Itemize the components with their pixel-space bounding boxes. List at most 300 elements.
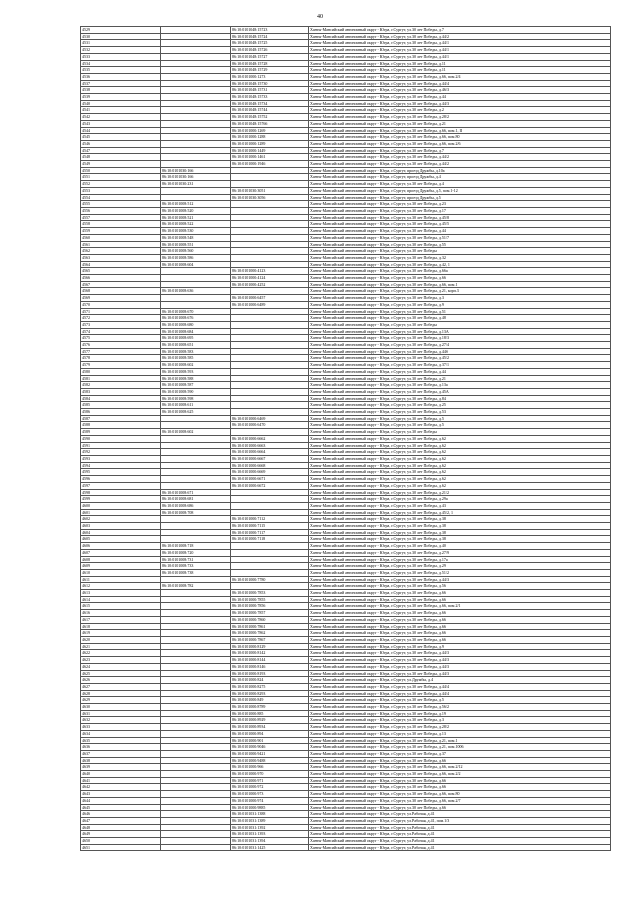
land-cadastral-number (161, 449, 231, 456)
table-row (81, 616, 611, 623)
building-cadastral-number: 86:10:0101030:3056 (231, 194, 309, 201)
building-cadastral-number: 86:10:0101048:15766 (231, 120, 309, 127)
row-number: 4639 (81, 764, 161, 771)
land-cadastral-number (161, 40, 231, 47)
address: Ханты-Мансийский автономный округ - Югра, г.Сургут, ул.30 лет Победы, д.51/2 (309, 569, 611, 576)
row-number: 4580 (81, 368, 161, 375)
table-row (81, 663, 611, 670)
building-cadastral-number (231, 563, 309, 570)
building-cadastral-number (231, 214, 309, 221)
table-row (81, 771, 611, 778)
table-row (81, 107, 611, 114)
row-number: 4561 (81, 241, 161, 248)
address: Ханты-Мансийский автономный округ - Югра, г.Сургут, ул.30 лет Победы, д.44/2 (309, 33, 611, 40)
building-cadastral-number (231, 375, 309, 382)
land-cadastral-number: 86:10:0101008:686 (161, 502, 231, 509)
table-row (81, 207, 611, 214)
row-number: 4634 (81, 730, 161, 737)
address: Ханты-Мансийский автономный округ - Югра, г.Сургут, ул.30 лет Победы, д.51/7 (309, 234, 611, 241)
table-row (81, 449, 611, 456)
land-cadastral-number: 86:10:0101008:598 (161, 395, 231, 402)
address: Ханты-Мансийский автономный округ - Югра, г.Сургут, ул.30 лет Победы, д.44/3 (309, 576, 611, 583)
table-row (81, 476, 611, 483)
address: Ханты-Мансийский автономный округ - Югра, г.Сургут, ул.30 лет Победы, д.44/3 (309, 657, 611, 664)
table-row (81, 590, 611, 597)
address: Ханты-Мансийский автономный округ - Югра, г.Сургут, ул.30 лет Победы, д.66 (309, 616, 611, 623)
land-cadastral-number: 86:10:0101030:166 (161, 167, 231, 174)
building-cadastral-number: 86:10:0101048:15731 (231, 87, 309, 94)
land-cadastral-number (161, 140, 231, 147)
row-number: 4598 (81, 489, 161, 496)
building-cadastral-number: 86:10:0101000:4124 (231, 275, 309, 282)
address: Ханты-Мансийский автономный округ - Югра, г.Сургут, ул.30 лет Победы, д.19 (309, 710, 611, 717)
table-row (81, 281, 611, 288)
land-cadastral-number (161, 60, 231, 67)
row-number: 4530 (81, 33, 161, 40)
table-row (81, 94, 611, 101)
row-number: 4575 (81, 335, 161, 342)
table-row (81, 690, 611, 697)
land-cadastral-number (161, 636, 231, 643)
land-cadastral-number (161, 107, 231, 114)
table-row (81, 737, 611, 744)
building-cadastral-number: 86:10:0101000:7780 (231, 576, 309, 583)
row-number: 4642 (81, 784, 161, 791)
table-row (81, 697, 611, 704)
address: Ханты-Мансийский автономный округ - Югра, г.Сургут, ул.30 лет Победы, д.55 (309, 241, 611, 248)
row-number: 4599 (81, 496, 161, 503)
address: Ханты-Мансийский автономный округ - Югра, г.Сургут, ул.30 лет Победы, д.29а (309, 496, 611, 503)
table-row (81, 610, 611, 617)
table-row (81, 630, 611, 637)
address: Ханты-Мансийский автономный округ - Югра, г.Сургут, ул.30 лет Победы, д.17 (309, 207, 611, 214)
table-row (81, 838, 611, 845)
row-number: 4643 (81, 791, 161, 798)
row-number: 4630 (81, 704, 161, 711)
land-cadastral-number (161, 797, 231, 804)
address: Ханты-Мансийский автономный округ - Югра, г.Сургут, ул.30 лет Победы, д.44 (309, 228, 611, 235)
table-row (81, 295, 611, 302)
land-cadastral-number (161, 482, 231, 489)
row-number: 4576 (81, 342, 161, 349)
table-row (81, 576, 611, 583)
land-cadastral-number (161, 596, 231, 603)
row-number: 4629 (81, 697, 161, 704)
row-number: 4602 (81, 516, 161, 523)
building-cadastral-number (231, 174, 309, 181)
building-cadastral-number: 86:10:0101000:6662 (231, 435, 309, 442)
address: Ханты-Мансийский автономный округ - Югра, г.Сургут, ул.30 лет Победы, д.44/4 (309, 683, 611, 690)
building-cadastral-number (231, 556, 309, 563)
address: Ханты-Мансийский автономный округ - Югра, г.Сургут, ул.30 лет Победы, д.44/4 (309, 690, 611, 697)
row-number: 4640 (81, 771, 161, 778)
table-row (81, 844, 611, 851)
row-number: 4635 (81, 737, 161, 744)
building-cadastral-number: 86:10:0101000:6663 (231, 442, 309, 449)
row-number: 4577 (81, 348, 161, 355)
building-cadastral-number (231, 549, 309, 556)
table-row (81, 100, 611, 107)
address: Ханты-Мансийский автономный округ - Югра, г.Сургут, ул.30 лет Победы, д.44/3 (309, 670, 611, 677)
land-cadastral-number: 86:10:0101008:593 (161, 368, 231, 375)
row-number: 4617 (81, 616, 161, 623)
address: Ханты-Мансийский автономный округ - Югра, г.Сургут, ул.30 лет Победы, д.62 (309, 442, 611, 449)
row-number: 4621 (81, 643, 161, 650)
table-row (81, 623, 611, 630)
address: Ханты-Мансийский автономный округ - Югра, г.Сургут, ул.30 лет Победы, д.18/3 (309, 335, 611, 342)
land-cadastral-number (161, 94, 231, 101)
row-number: 4611 (81, 576, 161, 583)
table-row (81, 328, 611, 335)
row-number: 4539 (81, 94, 161, 101)
table-row (81, 482, 611, 489)
building-cadastral-number (231, 569, 309, 576)
address: Ханты-Мансийский автономный округ - Югра, г.Сургут, ул.30 лет Победы, д.44 (309, 368, 611, 375)
table-row (81, 704, 611, 711)
land-cadastral-number (161, 127, 231, 134)
row-number: 4603 (81, 523, 161, 530)
address: Ханты-Мансийский автономный округ - Югра, г.Сургут, ул.30 лет Победы, д.48 (309, 315, 611, 322)
address: Ханты-Мансийский автономный округ - Югра, г.Сургут, ул.Дружбы, д.4 (309, 677, 611, 684)
table-row (81, 730, 611, 737)
building-cadastral-number: 86:10:0101031:1393 (231, 831, 309, 838)
land-cadastral-number: 86:10:0101008:585 (161, 355, 231, 362)
building-cadastral-number: 86:10:0101000:6664 (231, 449, 309, 456)
row-number: 4614 (81, 596, 161, 603)
building-cadastral-number: 86:10:0101048:15752 (231, 114, 309, 121)
registry-table (80, 26, 611, 851)
building-cadastral-number: 86:10:0101048:15744 (231, 107, 309, 114)
address: Ханты-Мансийский автономный округ - Югра, г.Сургут, ул.30 лет Победы, д.51 (309, 308, 611, 315)
land-cadastral-number (161, 804, 231, 811)
address: Ханты-Мансийский автономный округ - Югра, г.Сургут, ул.30 лет Победы, д.44/3 (309, 650, 611, 657)
row-number: 4572 (81, 315, 161, 322)
building-cadastral-number: 86:10:0101000:9488 (231, 757, 309, 764)
address: Ханты-Мансийский автономный округ - Югра, г.Сургут, ул.30 лет Победы, д.66, пом.2/12 (309, 764, 611, 771)
address: Ханты-Мансийский автономный округ - Югра, г.Сургут, ул.30 лет Победы, д.66 (309, 784, 611, 791)
land-cadastral-number (161, 154, 231, 161)
address: Ханты-Мансийский автономный округ - Югра, г.Сургут, ул.30 лет Победы, д.66, пом.80 (309, 791, 611, 798)
building-cadastral-number: 86:10:0101000:1449 (231, 147, 309, 154)
building-cadastral-number: 86:10:0101000:7117 (231, 529, 309, 536)
building-cadastral-number: 86:10:0101000:8293 (231, 690, 309, 697)
table-row (81, 301, 611, 308)
table-row (81, 435, 611, 442)
building-cadastral-number: 86:10:0101000:973 (231, 791, 309, 798)
address: Ханты-Мансийский автономный округ - Югра, г.Сургут, ул.30 лет Победы, д.66 (309, 590, 611, 597)
row-number: 4607 (81, 549, 161, 556)
address: Ханты-Мансийский автономный округ - Югра, г.Сургут, ул.30 лет Победы, д.13а (309, 382, 611, 389)
row-number: 4583 (81, 388, 161, 395)
building-cadastral-number: 86:10:0101000:971 (231, 777, 309, 784)
land-cadastral-number: 86:10:0101008:548 (161, 234, 231, 241)
row-number: 4588 (81, 422, 161, 429)
table-row (81, 650, 611, 657)
address: Ханты-Мансийский автономный округ - Югра, г.Сургут, ул.30 лет Победы, д.4 (309, 181, 611, 188)
land-cadastral-number (161, 616, 231, 623)
address: Ханты-Мансийский автономный округ - Югра, г.Сургут, ул.30 лет Победы, д.44/1 (309, 53, 611, 60)
row-number: 4559 (81, 228, 161, 235)
building-cadastral-number (231, 167, 309, 174)
table-row (81, 120, 611, 127)
table-row (81, 268, 611, 275)
table-row (81, 563, 611, 570)
row-number: 4574 (81, 328, 161, 335)
table-row (81, 549, 611, 556)
row-number: 4628 (81, 690, 161, 697)
row-number: 4616 (81, 610, 161, 617)
building-cadastral-number (231, 388, 309, 395)
land-cadastral-number (161, 690, 231, 697)
row-number: 4547 (81, 147, 161, 154)
land-cadastral-number (161, 590, 231, 597)
building-cadastral-number: 86:10:0101048:15724 (231, 33, 309, 40)
land-cadastral-number (161, 757, 231, 764)
row-number: 4627 (81, 683, 161, 690)
land-cadastral-number: 86:10:0101008:521 (161, 214, 231, 221)
land-cadastral-number (161, 33, 231, 40)
table-row (81, 757, 611, 764)
land-cadastral-number: 86:10:0101008:651 (161, 342, 231, 349)
land-cadastral-number: 86:10:0101008:680 (161, 321, 231, 328)
building-cadastral-number (231, 509, 309, 516)
table-row (81, 496, 611, 503)
building-cadastral-number (231, 382, 309, 389)
row-number: 4626 (81, 677, 161, 684)
row-number: 4569 (81, 295, 161, 302)
table-row (81, 556, 611, 563)
address: Ханты-Мансийский автономный округ - Югра, г.Сургут, ул.30 лет Победы (309, 321, 611, 328)
building-cadastral-number (231, 234, 309, 241)
row-number: 4620 (81, 636, 161, 643)
row-number: 4608 (81, 556, 161, 563)
land-cadastral-number (161, 717, 231, 724)
row-number: 4641 (81, 777, 161, 784)
table-row (81, 87, 611, 94)
address: Ханты-Мансийский автономный округ - Югра, г.Сургут, ул.30 лет Победы, д.44/3 (309, 663, 611, 670)
land-cadastral-number: 86:10:0101008:590 (161, 388, 231, 395)
row-number: 4651 (81, 844, 161, 851)
building-cadastral-number: 86:10:0101031:1392 (231, 824, 309, 831)
building-cadastral-number: 86:10:0101000:885 (231, 710, 309, 717)
table-row (81, 47, 611, 54)
building-cadastral-number: 86:10:0101000:966 (231, 764, 309, 771)
building-cadastral-number: 86:10:0101048:15729 (231, 67, 309, 74)
land-cadastral-number (161, 415, 231, 422)
building-cadastral-number: 86:10:0101000:9046 (231, 744, 309, 751)
land-cadastral-number: 86:10:0101008:708 (161, 509, 231, 516)
row-number: 4581 (81, 375, 161, 382)
table-row (81, 402, 611, 409)
row-number: 4610 (81, 569, 161, 576)
row-number: 4562 (81, 248, 161, 255)
building-cadastral-number: 86:10:0101000:8789 (231, 704, 309, 711)
row-number: 4536 (81, 73, 161, 80)
building-cadastral-number: 86:10:0101000:1288 (231, 134, 309, 141)
land-cadastral-number: 86:10:0101008:611 (161, 402, 231, 409)
row-number: 4650 (81, 838, 161, 845)
address: Ханты-Мансийский автономный округ - Югра, г.Сургут, ул.30 лет Победы, д.25 (309, 402, 611, 409)
table-row (81, 362, 611, 369)
land-cadastral-number: 86:10:0101008:681 (161, 496, 231, 503)
row-number: 4543 (81, 120, 161, 127)
land-cadastral-number (161, 523, 231, 530)
land-cadastral-number: 86:10:0101008:718 (161, 543, 231, 550)
building-cadastral-number: 86:10:0101000:6668 (231, 462, 309, 469)
address: Ханты-Мансийский автономный округ - Югра, г.Сургут, ул.30 лет Победы, д.11 (309, 67, 611, 74)
land-cadastral-number: 86:10:0101008:583 (161, 348, 231, 355)
building-cadastral-number (231, 315, 309, 322)
row-number: 4609 (81, 563, 161, 570)
address: Ханты-Мансийский автономный округ - Югра, г.Сургут, проезд Дружбы, д.5, пом.1-12 (309, 187, 611, 194)
address: Ханты-Мансийский автономный округ - Югра, г.Сургут, ул.30 лет Победы, д.9 (309, 643, 611, 650)
row-number: 4590 (81, 435, 161, 442)
row-number: 4533 (81, 53, 161, 60)
table-row (81, 657, 611, 664)
building-cadastral-number (231, 241, 309, 248)
row-number: 4636 (81, 744, 161, 751)
address: Ханты-Мансийский автономный округ - Югра, г.Сургут, ул.30 лет Победы, д.44б (309, 348, 611, 355)
building-cadastral-number: 86:10:0101031:1394 (231, 838, 309, 845)
table-row (81, 502, 611, 509)
address: Ханты-Мансийский автономный округ - Югра, г.Сургут, ул.30 лет Победы, д.21, пом.1 (309, 737, 611, 744)
address: Ханты-Мансийский автономный округ - Югра, г.Сургут, ул.30 лет Победы, д.45/2, 1 (309, 509, 611, 516)
address: Ханты-Мансийский автономный округ - Югра, г.Сургут, ул.30 лет Победы, д.23 (309, 201, 611, 208)
address: Ханты-Мансийский автономный округ - Югра, г.Сургут, ул.30 лет Победы, д.62 (309, 476, 611, 483)
address: Ханты-Мансийский автономный округ - Югра, г.Сургут, проезд Дружбы, д.10а (309, 167, 611, 174)
building-cadastral-number: 86:10:0101000:901 (231, 737, 309, 744)
row-number: 4595 (81, 469, 161, 476)
building-cadastral-number: 86:10:0101000:6489 (231, 301, 309, 308)
address: Ханты-Мансийский автономный округ - Югра, г.Сургут, ул.30 лет Победы, д.11 (309, 60, 611, 67)
address: Ханты-Мансийский автономный округ - Югра, г.Сургут, проезд Дружбы, д.5 (309, 194, 611, 201)
address: Ханты-Мансийский автономный округ - Югра, г.Сургут, ул.30 лет Победы, д.29 (309, 563, 611, 570)
land-cadastral-number (161, 295, 231, 302)
land-cadastral-number (161, 435, 231, 442)
row-number: 4633 (81, 724, 161, 731)
table-row (81, 321, 611, 328)
land-cadastral-number (161, 817, 231, 824)
address: Ханты-Мансийский автономный округ - Югра, г.Сургут, ул.30 лет Победы, д.38 (309, 536, 611, 543)
row-number: 4593 (81, 456, 161, 463)
land-cadastral-number (161, 161, 231, 168)
building-cadastral-number: 86:10:0101000:6672 (231, 482, 309, 489)
address: Ханты-Мансийский автономный округ - Югра, г.Сургут, ул.30 лет Победы, д.45А (309, 388, 611, 395)
land-cadastral-number (161, 80, 231, 87)
table-row (81, 804, 611, 811)
building-cadastral-number: 86:10:0101000:7862 (231, 630, 309, 637)
address: Ханты-Мансийский автономный округ - Югра, г.Сургут, ул.30 лет Победы, д.44/1 (309, 40, 611, 47)
land-cadastral-number: 86:10:0101008:586 (161, 254, 231, 261)
address: Ханты-Мансийский автономный округ - Югра, г.Сургут, ул.30 лет Победы, д.66 (309, 804, 611, 811)
building-cadastral-number (231, 502, 309, 509)
table-row (81, 27, 611, 34)
address: Ханты-Мансийский автономный округ - Югра, г.Сургут, ул.30 лет Победы, д.45/2 (309, 355, 611, 362)
land-cadastral-number (161, 603, 231, 610)
row-number: 4649 (81, 831, 161, 838)
row-number: 4587 (81, 415, 161, 422)
row-number: 4623 (81, 657, 161, 664)
address: Ханты-Мансийский автономный округ - Югра, г.Сургут, ул.30 лет Победы, д.56/2 (309, 704, 611, 711)
address: Ханты-Мансийский автономный округ - Югра, г.Сургут, ул.30 лет Победы, д.62 (309, 462, 611, 469)
row-number: 4545 (81, 134, 161, 141)
land-cadastral-number (161, 677, 231, 684)
address: Ханты-Мансийский автономный округ - Югра, г.Сургут, ул.30 лет Победы, д.3 (309, 295, 611, 302)
land-cadastral-number: 86:10:0101008:684 (161, 328, 231, 335)
row-number: 4612 (81, 583, 161, 590)
land-cadastral-number (161, 456, 231, 463)
row-number: 4579 (81, 362, 161, 369)
row-number: 4589 (81, 429, 161, 436)
table-row (81, 194, 611, 201)
table-row (81, 234, 611, 241)
address: Ханты-Мансийский автономный округ - Югра, г.Сургут, ул.30 лет Победы, д.66, пом.1 (309, 281, 611, 288)
land-cadastral-number: 86:10:0101008:733 (161, 563, 231, 570)
address: Ханты-Мансийский автономный округ - Югра, г.Сургут, ул.30 лет Победы, д.5 (309, 697, 611, 704)
land-cadastral-number (161, 100, 231, 107)
row-number: 4540 (81, 100, 161, 107)
building-cadastral-number (231, 207, 309, 214)
address: Ханты-Мансийский автономный округ - Югра, г.Сургут, ул.30 лет Победы, д.62 (309, 482, 611, 489)
land-cadastral-number (161, 268, 231, 275)
row-number: 4622 (81, 650, 161, 657)
table-row (81, 368, 611, 375)
table-row (81, 831, 611, 838)
address: Ханты-Мансийский автономный округ - Югра, г.Сургут, ул.30 лет Победы, д.62 (309, 435, 611, 442)
table-row (81, 817, 611, 824)
table-row (81, 33, 611, 40)
table-row (81, 342, 611, 349)
table-row (81, 134, 611, 141)
land-cadastral-number (161, 275, 231, 282)
table-row (81, 60, 611, 67)
address: Ханты-Мансийский автономный округ - Югра, г.Сургут, ул.30 лет Победы, д.66, пом.2/4 (309, 73, 611, 80)
address: Ханты-Мансийский автономный округ - Югра, г.Сургут, ул.30 лет Победы, д.45/8 (309, 214, 611, 221)
table-row (81, 228, 611, 235)
building-cadastral-number: 86:10:0101000:8193 (231, 670, 309, 677)
building-cadastral-number: 86:10:0101048:15726 (231, 47, 309, 54)
building-cadastral-number (231, 288, 309, 295)
building-cadastral-number: 86:10:0101000:974 (231, 797, 309, 804)
address: Ханты-Мансийский автономный округ - Югра, г.Сургут, ул.Рабочая, д.41, пом.1/3 (309, 817, 611, 824)
building-cadastral-number (231, 429, 309, 436)
land-cadastral-number (161, 187, 231, 194)
address: Ханты-Мансийский автономный округ - Югра, г.Сургут, ул.30 лет Победы, д.66 (309, 777, 611, 784)
table-row (81, 596, 611, 603)
address: Ханты-Мансийский автономный округ - Югра, г.Сургут, ул.30 лет Победы, д.66, пом.2/1 (309, 603, 611, 610)
table-row (81, 489, 611, 496)
building-cadastral-number (231, 355, 309, 362)
table-row (81, 683, 611, 690)
row-number: 4605 (81, 536, 161, 543)
row-number: 4613 (81, 590, 161, 597)
building-cadastral-number: 86:10:0101048:15730 (231, 80, 309, 87)
address: Ханты-Мансийский автономный округ - Югра, г.Сургут, ул.30 лет Победы, д.42, 1 (309, 261, 611, 268)
land-cadastral-number (161, 697, 231, 704)
land-cadastral-number (161, 469, 231, 476)
address: Ханты-Мансийский автономный округ - Югра, г.Сургут, ул.Рабочая, д.41 (309, 831, 611, 838)
table-row (81, 201, 611, 208)
table-row (81, 80, 611, 87)
land-cadastral-number (161, 784, 231, 791)
row-number: 4615 (81, 603, 161, 610)
address: Ханты-Мансийский автономный округ - Югра, г.Сургут, ул.30 лет Победы, д.27/9 (309, 549, 611, 556)
address: Ханты-Мансийский автономный округ - Югра, г.Сургут, ул.30 лет Победы, д.21/2 (309, 489, 611, 496)
address: Ханты-Мансийский автономный округ - Югра, г.Сургут, ул.30 лет Победы, д.66 (309, 623, 611, 630)
table-row (81, 442, 611, 449)
land-cadastral-number (161, 536, 231, 543)
address: Ханты-Мансийский автономный округ - Югра, г.Сургут, ул.30 лет Победы, д.38 (309, 523, 611, 530)
